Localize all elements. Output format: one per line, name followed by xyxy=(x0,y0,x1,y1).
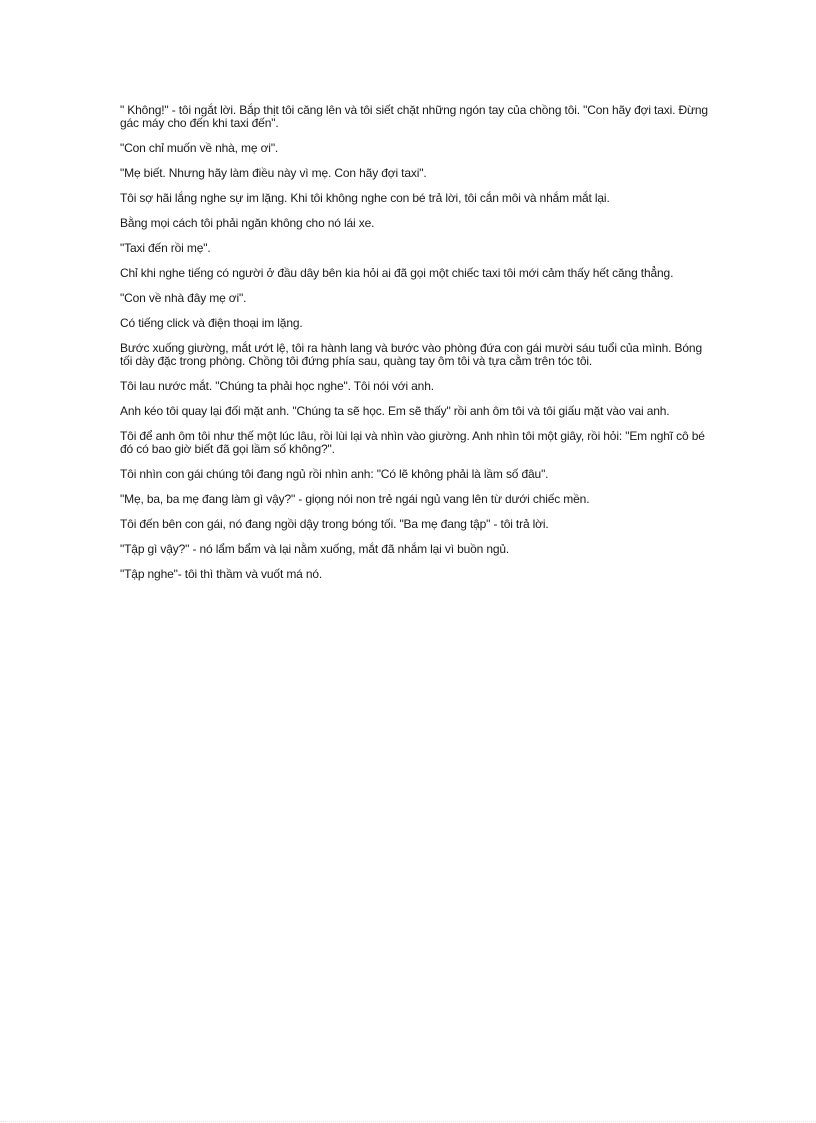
page-bottom-divider xyxy=(0,1121,816,1122)
paragraph: "Mẹ, ba, ba mẹ đang làm gì vậy?" - giọng nói non trẻ ngái ngủ vang lên từ dưới chiếc mền. xyxy=(120,492,590,506)
paragraph: Tôi để anh ôm tôi như thế một lúc lâu, rồi lùi lại và nhìn vào giường. Anh nhìn tôi một giây, rồi hỏi: "Em nghĩ cô bé đó có bao giờ biết đã gọi lầm số không?". xyxy=(120,429,705,456)
paragraph: "Con chỉ muốn về nhà, mẹ ơi". xyxy=(120,141,279,155)
paragraph: "Taxi đến rồi mẹ". xyxy=(120,241,211,255)
paragraph: Tôi lau nước mắt. "Chúng ta phải học nghe". Tôi nói với anh. xyxy=(120,379,434,393)
paragraph: Có tiếng click và điện thoại im lặng. xyxy=(120,316,303,330)
paragraph: Tôi sợ hãi lắng nghe sự im lặng. Khi tôi không nghe con bé trả lời, tôi cắn môi và nhắm mắt lại. xyxy=(120,191,610,205)
paragraph: Tôi đến bên con gái, nó đang ngồi dậy trong bóng tối. "Ba mẹ đang tập" - tôi trả lời. xyxy=(120,517,549,531)
paragraph: Bước xuống giường, mắt ướt lệ, tôi ra hành lang và bước vào phòng đứa con gái mười sáu tuổi của mình. Bóng tối dày đặc trong phòng. Chồng tôi đứng phía sau, quàng tay ôm tôi và tựa cằm trên tóc tôi. xyxy=(120,341,702,368)
paragraph: Bằng mọi cách tôi phải ngăn không cho nó lái xe. xyxy=(120,216,375,230)
paragraph: Anh kéo tôi quay lại đối mặt anh. "Chúng ta sẽ học. Em sẽ thấy" rồi anh ôm tôi và tôi giấu mặt vào vai anh. xyxy=(120,404,670,418)
paragraph: Chỉ khi nghe tiếng có người ở đầu dây bên kia hỏi ai đã gọi một chiếc taxi tôi mới cảm thấy hết căng thẳng. xyxy=(120,266,674,280)
document-body xyxy=(120,104,710,593)
paragraph: "Tập gì vậy?" - nó lẩm bẩm và lại nằm xuống, mắt đã nhắm lại vì buồn ngủ. xyxy=(120,542,510,556)
paragraph: " Không!" - tôi ngắt lời. Bắp thịt tôi căng lên và tôi siết chặt những ngón tay của chồng tôi. "Con hãy đợi taxi. Đừng gác máy cho đến khi taxi đến". xyxy=(120,103,708,130)
paragraph: "Tập nghe"- tôi thì thầm và vuốt má nó. xyxy=(120,567,323,581)
paragraph: Tôi nhìn con gái chúng tôi đang ngủ rồi nhìn anh: "Có lẽ không phải là lầm số đâu". xyxy=(120,467,549,481)
paragraph: "Mẹ biết. Nhưng hãy làm điều này vì mẹ. Con hãy đợi taxi". xyxy=(120,166,427,180)
paragraph: "Con về nhà đây mẹ ơi". xyxy=(120,291,247,305)
